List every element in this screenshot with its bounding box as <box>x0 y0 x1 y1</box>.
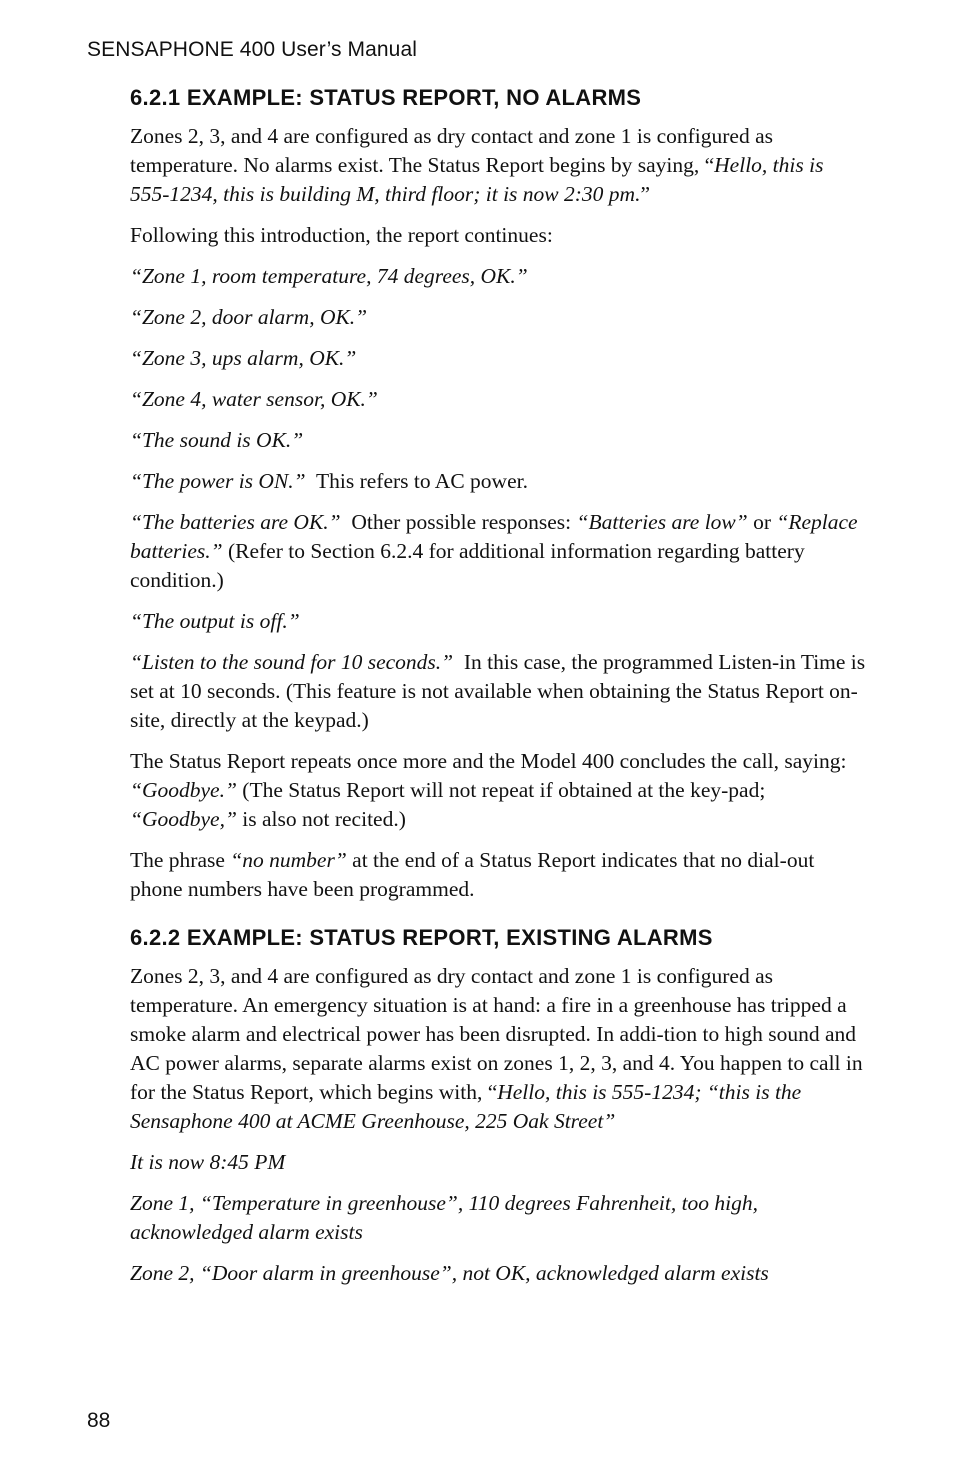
intro-text: Zones 2, 3, and 4 are configured as dry contact and zone 1 is configured as temperature. No alarms exist. The Status Report begins by saying, “ <box>130 124 773 177</box>
continues-paragraph: Following this introduction, the report continues: <box>130 223 553 247</box>
power-note: This refers to AC power. <box>305 469 528 493</box>
phrase-quote: “no number” <box>230 848 347 872</box>
repeat-a: The Status Report repeats once more and the Model 400 concludes the call, saying: <box>130 749 847 773</box>
output-line: “The output is off.” <box>130 609 300 633</box>
sound-line: “The sound is OK.” <box>130 428 304 452</box>
running-header: SENSAPHONE 400 User’s Manual <box>87 38 417 61</box>
phrase-b: at the end of a Status Report indicates that no dial-out phone numbers have been programmed. <box>130 848 815 901</box>
batteries-replace: “Replace batteries.” <box>130 510 858 563</box>
listen-quote: “Listen to the sound for 10 seconds.” <box>130 650 454 674</box>
s2-zone1-line: Zone 1, “Temperature in greenhouse”, 110 degrees Fahrenheit, too high, acknowledged alarm exists <box>130 1191 759 1244</box>
zone3-line: “Zone 3, ups alarm, OK.” <box>130 346 357 370</box>
intro2-text: Zones 2, 3, and 4 are configured as dry contact and zone 1 is configured as temperature. An emergency situation is at hand: a fire in a greenhouse has tripped a smoke alarm and electrical power has been disrupted. In addi-tion to high sound and AC power alarms, separate alarms exist on zones 1, 2, 3, and 4. You happen to call in for the Status Report, which begins with, “ <box>130 964 863 1104</box>
repeat-c: is also not recited.) <box>236 807 406 831</box>
page-content <box>130 82 871 1300</box>
phrase-a: The phrase <box>130 848 231 872</box>
zone4-line: “Zone 4, water sensor, OK.” <box>130 387 378 411</box>
intro-close: ” <box>640 182 650 206</box>
intro-quote: Hello, this is 555-1234, this is building M, third floor; it is now 2:30 pm. <box>130 153 824 206</box>
batteries-paragraph <box>130 508 868 595</box>
batteries-mid: Other possible responses: <box>340 510 577 534</box>
section2-intro-paragraph <box>130 962 868 1136</box>
batteries-or: or <box>747 510 777 534</box>
listen-note: In this case, the programmed Listen-in Time is set at 10 seconds. (This feature is not available when obtaining the Status Report on-site, directly at the keypad.) <box>130 650 871 732</box>
repeat-goodbye: “Goodbye.” <box>130 778 237 802</box>
batteries-quote: “The batteries are OK.” <box>130 510 341 534</box>
zone1-line: “Zone 1, room temperature, 74 degrees, OK.” <box>130 264 528 288</box>
batteries-note: (Refer to Section 6.2.4 for additional information regarding battery condition.) <box>130 539 805 592</box>
power-quote: “The power is ON.” <box>130 469 306 493</box>
repeat-paragraph <box>130 747 868 834</box>
page-number: 88 <box>87 1409 111 1432</box>
intro2-quote: Hello, this is 555-1234; “this is the Sensaphone 400 at ACME Greenhouse, 225 Oak Street” <box>130 1080 802 1133</box>
time-line: It is now 8:45 PM <box>130 1150 286 1174</box>
s2-zone2-line: Zone 2, “Door alarm in greenhouse”, not OK, acknowledged alarm exists <box>130 1261 769 1285</box>
repeat-b: (The Status Report will not repeat if obtained at the key-pad; <box>236 778 766 802</box>
repeat-goodbye2: “Goodbye,” <box>130 807 237 831</box>
section-heading-6-2-1: 6.2.1 EXAMPLE: STATUS REPORT, NO ALARMS <box>130 85 642 110</box>
batteries-low: “Batteries are low” <box>576 510 748 534</box>
zone2-line: “Zone 2, door alarm, OK.” <box>130 305 368 329</box>
phrase-paragraph <box>130 846 868 904</box>
section1-intro-paragraph <box>130 122 868 209</box>
power-line <box>130 467 868 496</box>
section-heading-6-2-2: 6.2.2 EXAMPLE: STATUS REPORT, EXISTING ALARMS <box>130 925 713 950</box>
listen-paragraph <box>130 648 871 735</box>
